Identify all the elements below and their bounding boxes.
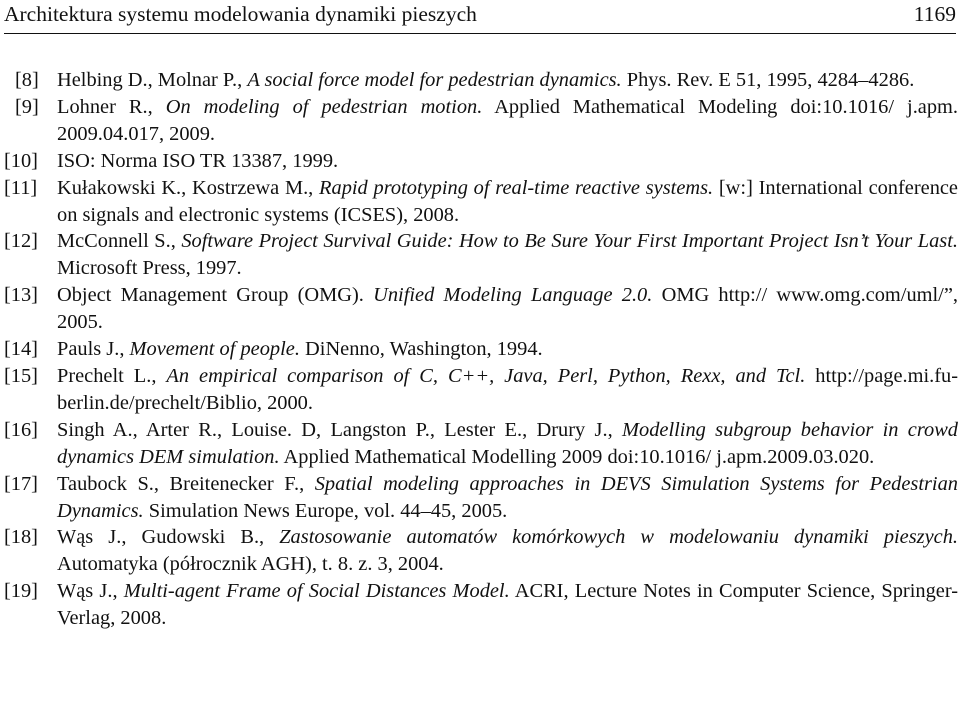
- reference-source: ACRI, Lecture Notes in Computer Science, Springer-Verlag, 2008.: [57, 580, 958, 630]
- reference-title: On modeling of pedestrian motion.: [165, 95, 483, 118]
- reference-title: Spatial modeling approaches in DEVS Simulation Systems for Pedestrian Dynamics.: [57, 472, 958, 522]
- reference-number: [19]: [4, 580, 38, 603]
- reference-authors: Taubock S., Breitenecker F.,: [57, 472, 315, 495]
- reference-authors: Object Management Group (OMG).: [57, 284, 374, 307]
- reference-source: [w:] International conference on signals and electronic systems (ICSES), 2008.: [57, 176, 958, 226]
- reference-number: [14]: [4, 338, 38, 361]
- reference-title: A social force model for pedestrian dynamics.: [247, 69, 622, 91]
- reference-number: [12]: [4, 230, 38, 253]
- reference-list: [4, 67, 958, 632]
- reference-authors: Lohner R.,: [57, 95, 166, 118]
- reference-authors: Kułakowski K., Kostrzewa M.,: [57, 176, 320, 199]
- reference-authors: McConnell S.,: [57, 230, 182, 253]
- reference-title: Software Project Survival Guide: How to Be Sure Your First Important Project Isn’t Your Last.: [181, 230, 958, 253]
- reference-item: [4, 175, 958, 229]
- reference-source: Phys. Rev. E 51, 1995, 4284–4286.: [621, 69, 915, 91]
- reference-item: [4, 363, 958, 417]
- reference-item: [4, 471, 958, 525]
- reference-title: Movement of people.: [129, 338, 300, 361]
- reference-title: Rapid prototyping of real-time reactive systems.: [319, 176, 714, 199]
- page-number: 1169: [913, 2, 956, 26]
- reference-item: [4, 228, 958, 282]
- reference-number: [16]: [4, 418, 38, 441]
- running-title: Architektura systemu modelowania dynamiki pieszych: [4, 2, 477, 26]
- reference-authors: Wąs J., Gudowski B.,: [57, 526, 280, 549]
- reference-source: Applied Mathematical Modelling 2009 doi:10.1016/ j.apm.2009.03.020.: [279, 445, 875, 468]
- reference-number: [15]: [4, 364, 38, 387]
- reference-item: [4, 148, 958, 175]
- reference-item: [4, 282, 958, 336]
- reference-authors: Wąs J.,: [57, 580, 124, 603]
- reference-title: Modelling subgroup behavior in crowd dynamics DEM simulation.: [57, 418, 958, 468]
- reference-authors: Helbing D., Molnar P.,: [57, 69, 248, 91]
- reference-source: DiNenno, Washington, 1994.: [299, 338, 543, 361]
- reference-item: [4, 67, 958, 94]
- reference-item: [4, 524, 958, 578]
- reference-title: Unified Modeling Language 2.0.: [373, 284, 653, 307]
- reference-source: Simulation News Europe, vol. 44–45, 2005.: [143, 499, 508, 522]
- reference-number: [10]: [4, 149, 38, 172]
- reference-authors: Singh A., Arter R., Louise. D, Langston P., Lester E., Drury J.,: [57, 418, 623, 441]
- reference-source: Microsoft Press, 1997.: [57, 257, 242, 280]
- reference-item: [4, 417, 958, 471]
- reference-title: An empirical comparison of C, C++, Java, Perl, Python, Rexx, and Tcl.: [166, 364, 806, 387]
- reference-number: [11]: [4, 176, 38, 199]
- reference-title: Multi-agent Frame of Social Distances Model.: [123, 580, 510, 603]
- reference-source: Applied Mathematical Modeling doi:10.1016/ j.apm. 2009.04.017, 2009.: [57, 95, 958, 145]
- reference-source: http://page.mi.fu-berlin.de/prechelt/Biblio, 2000.: [57, 364, 958, 414]
- reference-authors: Prechelt L.,: [57, 364, 167, 387]
- reference-source: Automatyka (półrocznik AGH), t. 8. z. 3, 2004.: [57, 553, 444, 576]
- reference-number: [8]: [15, 69, 39, 91]
- reference-number: [18]: [4, 526, 38, 549]
- reference-number: [17]: [4, 472, 38, 495]
- reference-source: OMG http:// www.omg.com/uml/”, 2005.: [57, 284, 958, 334]
- header-rule: [4, 33, 956, 34]
- reference-authors: ISO: Norma ISO TR 13387, 1999.: [57, 149, 339, 172]
- reference-authors: Pauls J.,: [57, 338, 130, 361]
- reference-number: [13]: [4, 284, 38, 307]
- running-header: [4, 0, 956, 30]
- reference-item: [4, 94, 958, 148]
- reference-item: [4, 336, 958, 363]
- reference-number: [9]: [15, 95, 39, 118]
- reference-title: Zastosowanie automatów komórkowych w modelowaniu dynamiki pieszych.: [279, 526, 958, 549]
- reference-item: [4, 578, 958, 632]
